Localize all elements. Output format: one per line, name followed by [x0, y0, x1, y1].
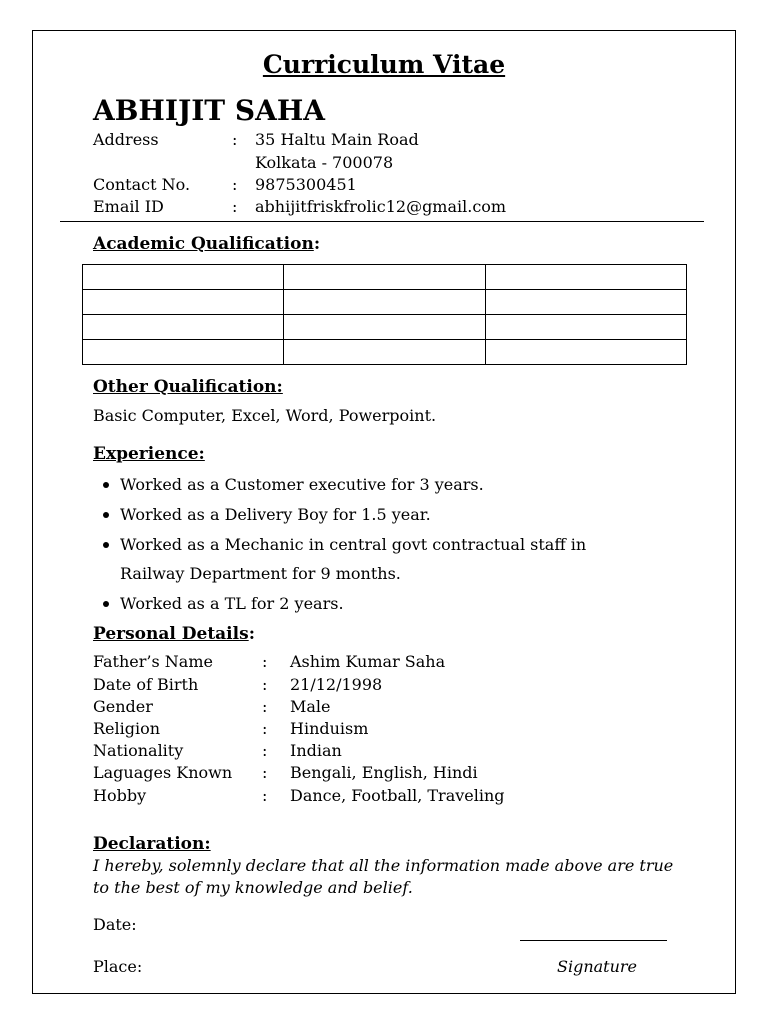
table-cell: [83, 265, 284, 290]
personal-heading-text: Personal Details: [93, 624, 249, 644]
academic-table: [82, 264, 687, 365]
academic-heading: [93, 233, 320, 255]
personal-value: 21/12/1998: [290, 675, 383, 694]
other-qualification-text: Basic Computer, Excel, Word, Powerpoint.: [93, 406, 437, 425]
personal-colon: :: [262, 675, 268, 694]
declaration-line2: to the best of my knowledge and belief.: [93, 878, 413, 897]
header-divider: [60, 221, 704, 222]
table-row: [83, 265, 687, 290]
table-cell: [83, 340, 284, 365]
declaration-heading: [93, 833, 211, 855]
table-cell: [83, 290, 284, 315]
table-cell: [284, 340, 485, 365]
personal-value: Male: [290, 697, 331, 716]
table-cell: [485, 340, 686, 365]
experience-item: Worked as a Mechanic in central govt contractual staff in Railway Department for 9 months.: [93, 530, 655, 588]
experience-list: [93, 470, 655, 619]
personal-value: Ashim Kumar Saha: [290, 652, 446, 671]
personal-value: Indian: [290, 741, 342, 760]
personal-label: Father’s Name: [93, 652, 213, 671]
contact-label: Contact No.: [93, 175, 191, 194]
signature-line: [520, 940, 667, 941]
personal-colon: :: [262, 697, 268, 716]
email-value: abhijitfriskfrolic12@gmail.com: [255, 197, 507, 216]
personal-value: Dance, Football, Traveling: [290, 786, 505, 805]
experience-heading-text: Experience:: [93, 444, 205, 464]
experience-heading: [93, 443, 205, 465]
experience-item: Worked as a Delivery Boy for 1.5 year.: [93, 500, 655, 529]
personal-colon: :: [262, 741, 268, 760]
personal-label: Nationality: [93, 741, 184, 760]
personal-heading-colon: :: [248, 624, 255, 644]
email-label: Email ID: [93, 197, 164, 216]
table-cell: [485, 315, 686, 340]
personal-label: Gender: [93, 697, 153, 716]
personal-colon: :: [262, 719, 268, 738]
contact-colon: :: [232, 175, 238, 194]
experience-item: Worked as a TL for 2 years.: [93, 589, 655, 618]
table-cell: [284, 315, 485, 340]
address-line2: Kolkata - 700078: [255, 153, 394, 172]
declaration-line1: I hereby, solemnly declare that all the information made above are true: [93, 856, 674, 875]
date-label: Date:: [93, 915, 137, 934]
email-colon: :: [232, 197, 238, 216]
place-label: Place:: [93, 957, 143, 976]
table-cell: [485, 265, 686, 290]
personal-value: Hinduism: [290, 719, 369, 738]
address-colon: :: [232, 130, 238, 149]
academic-heading-colon: :: [313, 234, 321, 254]
document-title: Curriculum Vitae: [262, 50, 506, 79]
personal-label: Laguages Known: [93, 763, 233, 782]
table-cell: [485, 290, 686, 315]
personal-label: Religion: [93, 719, 161, 738]
personal-colon: :: [262, 652, 268, 671]
table-row: [83, 315, 687, 340]
declaration-heading-text: Declaration:: [93, 834, 211, 854]
personal-heading: [93, 623, 255, 645]
personal-label: Date of Birth: [93, 675, 199, 694]
personal-value: Bengali, English, Hindi: [290, 763, 478, 782]
address-label: Address: [93, 130, 159, 149]
table-row: [83, 340, 687, 365]
signature-label: Signature: [557, 957, 638, 976]
personal-colon: :: [262, 786, 268, 805]
academic-heading-text: Academic Qualification: [93, 234, 314, 254]
table-row: [83, 290, 687, 315]
experience-item: Worked as a Customer executive for 3 years.: [93, 470, 655, 499]
contact-value: 9875300451: [255, 175, 357, 194]
address-line1: 35 Haltu Main Road: [255, 130, 419, 149]
table-cell: [284, 290, 485, 315]
table-cell: [284, 265, 485, 290]
other-qualification-heading: [93, 376, 283, 398]
table-cell: [83, 315, 284, 340]
other-qualification-heading-text: Other Qualification:: [93, 377, 283, 397]
candidate-name: ABHIJIT SAHA: [93, 94, 325, 127]
personal-colon: :: [262, 763, 268, 782]
personal-label: Hobby: [93, 786, 147, 805]
